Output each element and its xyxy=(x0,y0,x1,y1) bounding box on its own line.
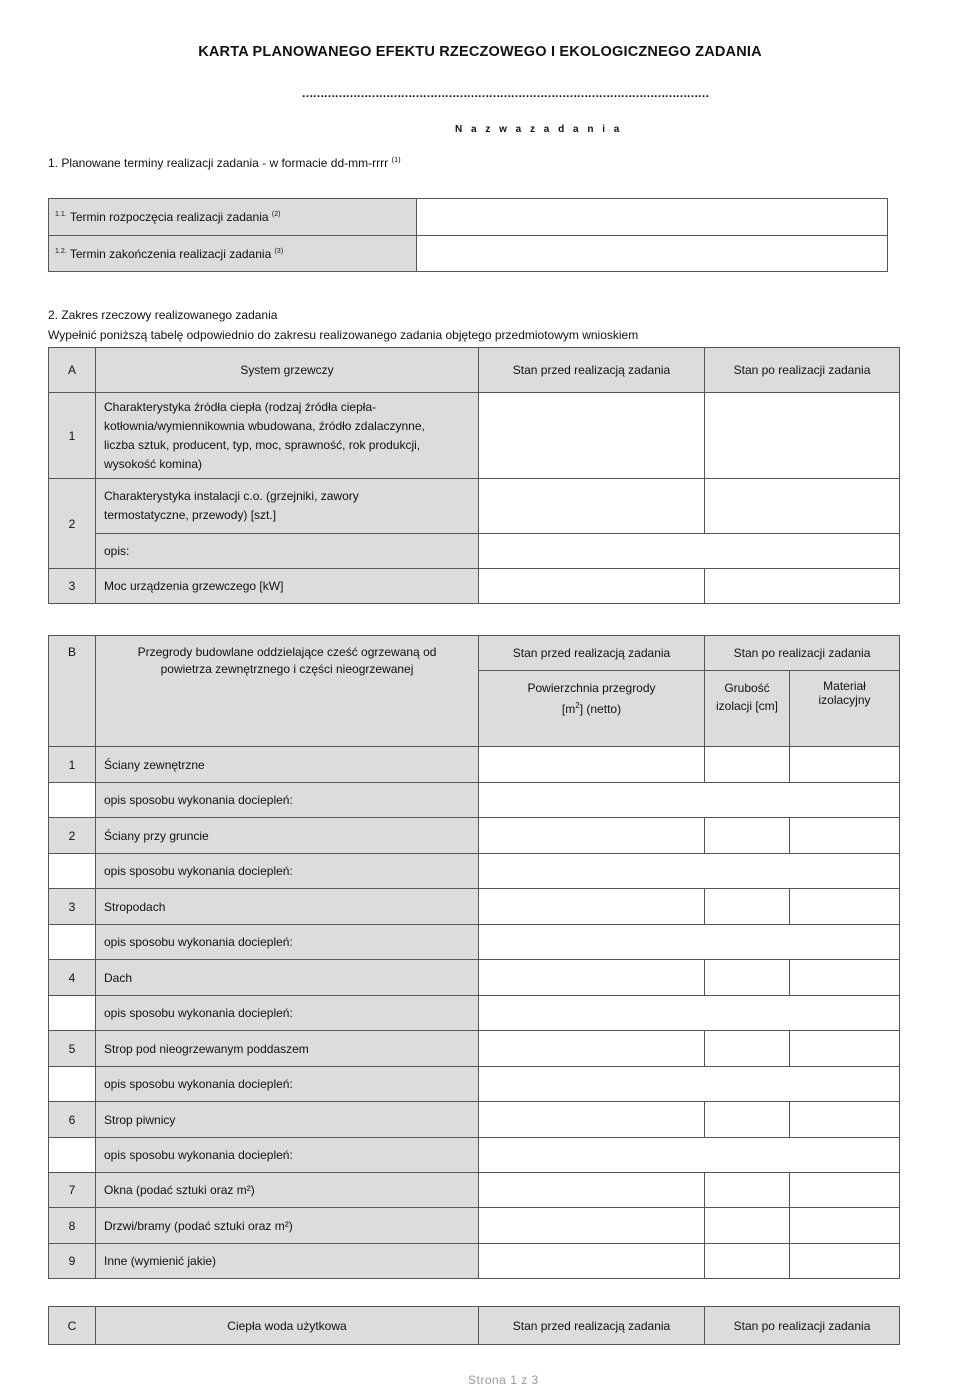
partition-area-unit-a: [m xyxy=(561,702,576,716)
partition-opis-spacer xyxy=(49,1067,96,1102)
co-installation-opis-label: opis: xyxy=(96,534,479,569)
insulation-material-header: Materiał izolacyjny xyxy=(790,671,900,747)
task-name-label: N a z w a z a d a n i a xyxy=(455,124,623,135)
partition-opis-label: opis sposobu wykonania dociepleń: xyxy=(96,996,479,1031)
partition-area-label: Powierzchnia przegrody xyxy=(527,681,656,695)
doors-thickness-field[interactable] xyxy=(705,1208,790,1244)
partition-area-unit xyxy=(487,697,696,718)
partition-row-num: 4 xyxy=(49,960,96,996)
partition-thickness-field[interactable] xyxy=(705,747,790,783)
table-b-rows xyxy=(49,747,900,1173)
table-c-title: Ciepła woda użytkowa xyxy=(96,1307,479,1345)
windows-num: 7 xyxy=(49,1173,96,1208)
partition-area-unit-sup: 2 xyxy=(575,701,580,710)
partition-opis-field[interactable] xyxy=(479,1138,900,1173)
co-installation-after-field[interactable] xyxy=(705,479,900,534)
section1-heading xyxy=(48,155,401,170)
heating-power-label: Moc urządzenia grzewczego [kW] xyxy=(96,569,479,604)
table-c-col-after: Stan po realizacji zadania xyxy=(705,1307,900,1345)
table-c-letter: C xyxy=(49,1307,96,1345)
partition-opis-field[interactable] xyxy=(479,854,900,889)
table-a-col-before: Stan przed realizacją zadania xyxy=(479,348,705,393)
table-b-title: Przegrody budowlane oddzielające cześć ogrzewaną od powietrza zewnętrznego i części nieogrzewanej xyxy=(96,636,479,747)
partition-row-label: Ściany zewnętrzne xyxy=(96,747,479,783)
windows-label: Okna (podać sztuki oraz m²) xyxy=(96,1173,479,1208)
partition-opis-spacer xyxy=(49,1138,96,1173)
doors-label: Drzwi/bramy (podać sztuki oraz m²) xyxy=(96,1208,479,1244)
partition-material-field[interactable] xyxy=(790,747,900,783)
table-a-row1-num: 1 xyxy=(49,393,96,479)
doors-material-field[interactable] xyxy=(790,1208,900,1244)
partition-thickness-field[interactable] xyxy=(705,1031,790,1067)
task-name-dotted-line: ………………………………………………………………………………………………… xyxy=(301,86,709,100)
section1-heading-text: 1. Planowane terminy realizacji zadania - w formacie dd-mm-rrrr xyxy=(48,156,389,170)
co-installation-description: Charakterystyka instalacji c.o. (grzejniki, zawory termostatyczne, przewody) [szt.] xyxy=(96,479,479,534)
partition-row-label: Ściany przy gruncie xyxy=(96,818,479,854)
co-installation-opis-field[interactable] xyxy=(479,534,900,569)
partition-opis-label: opis sposobu wykonania dociepleń: xyxy=(96,783,479,818)
document-title: KARTA PLANOWANEGO EFEKTU RZECZOWEGO I EKOLOGICZNEGO ZADANIA xyxy=(198,44,762,60)
partition-area-field[interactable] xyxy=(479,960,705,996)
heat-source-description: Charakterystyka źródła ciepła (rodzaj źródła ciepła-kotłownia/wymiennikownia wbudowana, źródło zdalaczynne, liczba sztuk, producent, typ, moc, sprawność, rok produkcji, wysokość komina) xyxy=(96,393,479,479)
partition-thickness-field[interactable] xyxy=(705,818,790,854)
partition-opis-field[interactable] xyxy=(479,925,900,960)
doors-num: 8 xyxy=(49,1208,96,1244)
section1-heading-sup: (1) xyxy=(391,155,401,164)
windows-material-field[interactable] xyxy=(790,1173,900,1208)
table-c-col-before: Stan przed realizacją zadania xyxy=(479,1307,705,1345)
partition-thickness-field[interactable] xyxy=(705,960,790,996)
partition-opis-label: opis sposobu wykonania dociepleń: xyxy=(96,925,479,960)
start-date-num: 1.1. xyxy=(55,211,67,218)
partition-area-field[interactable] xyxy=(479,747,705,783)
heating-power-after-field[interactable] xyxy=(705,569,900,604)
table-b-col-after: Stan po realizacji zadania xyxy=(705,636,900,671)
insulation-thickness-header: Grubość izolacji [cm] xyxy=(705,671,790,747)
partition-area-unit-b: ] (netto) xyxy=(579,702,622,716)
partition-area-header xyxy=(479,671,705,747)
table-a-row2-num: 2 xyxy=(49,479,96,569)
doors-before-field[interactable] xyxy=(479,1208,705,1244)
table-b-col-before: Stan przed realizacją zadania xyxy=(479,636,705,671)
start-date-label xyxy=(49,199,417,236)
partition-opis-field[interactable] xyxy=(479,1067,900,1102)
partition-row-num: 1 xyxy=(49,747,96,783)
start-date-text: Termin rozpoczęcia realizacji zadania xyxy=(69,210,269,224)
table-b-building-partitions xyxy=(48,635,900,1279)
other-material-field[interactable] xyxy=(790,1244,900,1279)
partition-area-field[interactable] xyxy=(479,1031,705,1067)
end-date-label xyxy=(49,236,417,272)
partition-thickness-field[interactable] xyxy=(705,889,790,925)
co-installation-before-field[interactable] xyxy=(479,479,705,534)
partition-row-num: 6 xyxy=(49,1102,96,1138)
partition-row-num: 2 xyxy=(49,818,96,854)
partition-row-label: Dach xyxy=(96,960,479,996)
table-a-col-after: Stan po realizacji zadania xyxy=(705,348,900,393)
partition-opis-spacer xyxy=(49,854,96,889)
partition-opis-spacer xyxy=(49,925,96,960)
table-b-letter: B xyxy=(49,636,96,747)
table-a-title: System grzewczy xyxy=(96,348,479,393)
partition-row-label: Strop piwnicy xyxy=(96,1102,479,1138)
page-number: Strona 1 z 3 xyxy=(468,1373,539,1387)
dates-table xyxy=(48,198,888,272)
partition-material-field[interactable] xyxy=(790,1031,900,1067)
start-date-sup: (2) xyxy=(271,211,281,218)
partition-area-field[interactable] xyxy=(479,818,705,854)
partition-row-label: Stropodach xyxy=(96,889,479,925)
partition-opis-field[interactable] xyxy=(479,996,900,1031)
partition-material-field[interactable] xyxy=(790,818,900,854)
heat-source-before-field[interactable] xyxy=(479,393,705,479)
partition-opis-label: opis sposobu wykonania dociepleń: xyxy=(96,1067,479,1102)
partition-area-field[interactable] xyxy=(479,1102,705,1138)
windows-thickness-field[interactable] xyxy=(705,1173,790,1208)
partition-row-num: 3 xyxy=(49,889,96,925)
section2-heading: 2. Zakres rzeczowy realizowanego zadania xyxy=(48,308,278,322)
partition-material-field[interactable] xyxy=(790,960,900,996)
table-a-row3-num: 3 xyxy=(49,569,96,604)
table-a-heating-system xyxy=(48,347,900,604)
end-date-field[interactable] xyxy=(417,236,888,272)
partition-thickness-field[interactable] xyxy=(705,1102,790,1138)
end-date-text: Termin zakończenia realizacji zadania xyxy=(69,246,272,261)
other-before-field[interactable] xyxy=(479,1244,705,1279)
partition-area-field[interactable] xyxy=(479,889,705,925)
table-c-hot-water xyxy=(48,1306,900,1345)
table-a-letter: A xyxy=(49,348,96,393)
heat-source-after-field[interactable] xyxy=(705,393,900,479)
end-date-num: 1.2. xyxy=(55,247,67,255)
windows-before-field[interactable] xyxy=(479,1173,705,1208)
partition-opis-label: opis sposobu wykonania dociepleń: xyxy=(96,1138,479,1173)
heating-power-before-field[interactable] xyxy=(479,569,705,604)
partition-row-num: 5 xyxy=(49,1031,96,1067)
partition-opis-label: opis sposobu wykonania dociepleń: xyxy=(96,854,479,889)
other-num: 9 xyxy=(49,1244,96,1279)
partition-opis-spacer xyxy=(49,783,96,818)
end-date-sup: (3) xyxy=(274,247,284,255)
partition-row-label: Strop pod nieogrzewanym poddaszem xyxy=(96,1031,479,1067)
other-label: Inne (wymienić jakie) xyxy=(96,1244,479,1279)
partition-material-field[interactable] xyxy=(790,1102,900,1138)
section2-instruction: Wypełnić poniższą tabelę odpowiednio do zakresu realizowanego zadania objętego przedmiotowym wnioskiem xyxy=(48,328,639,342)
partition-opis-field[interactable] xyxy=(479,783,900,818)
partition-opis-spacer xyxy=(49,996,96,1031)
other-thickness-field[interactable] xyxy=(705,1244,790,1279)
partition-material-field[interactable] xyxy=(790,889,900,925)
section2-text xyxy=(48,305,638,345)
start-date-field[interactable] xyxy=(417,199,888,236)
